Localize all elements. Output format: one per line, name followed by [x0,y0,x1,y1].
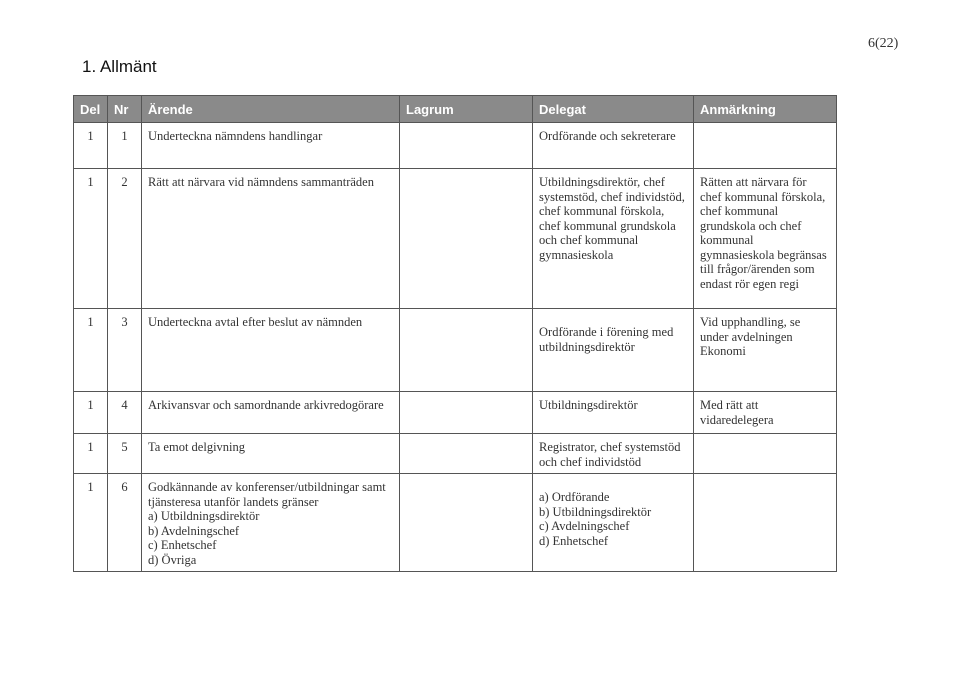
cell-arende: Ta emot delgivning [142,434,400,474]
arende-item-a: a) Utbildningsdirektör [148,509,260,523]
header-nr: Nr [108,96,142,123]
cell-anmarkning [694,123,837,169]
cell-delegat [533,474,694,572]
delegat-item-b: b) Utbildningsdirektör [539,504,652,519]
cell-lagrum [400,434,533,474]
delegat-item-c: c) Avdelningschef [539,519,630,533]
arende-item-c: c) Enhetschef [148,538,217,552]
cell-nr: 1 [108,123,142,169]
cell-anmarkning: Med rätt att vidaredelegera [694,392,837,434]
cell-delegat [533,309,694,392]
cell-del: 1 [74,474,108,572]
cell-anmarkning: Rätten att närvara för chef kommunal förskola, chef kommunal grundskola och chef kommunal gymnasieskola begränsas till frågor/ärenden som endast rör egen regi [694,169,837,309]
cell-del: 1 [74,309,108,392]
cell-lagrum [400,392,533,434]
table-row [74,123,837,169]
cell-lagrum [400,169,533,309]
header-lagrum: Lagrum [400,96,533,123]
cell-lagrum [400,474,533,572]
delegat-item-d: d) Enhetschef [539,533,609,548]
delegation-table [73,95,837,572]
table-row [74,474,837,572]
header-arende: Ärende [142,96,400,123]
delegat-item-a: a) Ordförande [539,490,610,504]
arende-item-b: b) Avdelningschef [148,523,240,538]
cell-anmarkning: Vid upphandling, se under avdelningen Ekonomi [694,309,837,392]
cell-arende [142,474,400,572]
cell-del: 1 [74,434,108,474]
delegat-list [539,480,687,548]
table-row [74,309,837,392]
header-delegat: Delegat [533,96,694,123]
cell-arende: Arkivansvar och samordnande arkivredogörare [142,392,400,434]
cell-nr: 3 [108,309,142,392]
cell-del: 1 [74,392,108,434]
cell-del: 1 [74,123,108,169]
cell-delegat: Utbildningsdirektör, chef systemstöd, chef individstöd, chef kommunal förskola, chef kommunal grundskola och chef kommunal gymnasieskola [533,169,694,309]
cell-nr: 4 [108,392,142,434]
table-row [74,392,837,434]
cell-del: 1 [74,169,108,309]
cell-arende: Underteckna avtal efter beslut av nämnden [142,309,400,392]
cell-nr: 2 [108,169,142,309]
cell-anmarkning [694,434,837,474]
cell-arende: Underteckna nämndens handlingar [142,123,400,169]
cell-lagrum [400,123,533,169]
section-title: 1. Allmänt [82,57,157,76]
delegat-text: Ordförande i förening med utbildningsdirektör [539,325,674,354]
cell-nr: 6 [108,474,142,572]
header-anmarkning: Anmärkning [694,96,837,123]
arende-text: Godkännande av konferenser/utbildningar samt tjänsteresa utanför landets gränser [148,480,386,509]
cell-anmarkning [694,474,837,572]
cell-delegat: Registrator, chef systemstöd och chef individstöd [533,434,694,474]
table-row [74,169,837,309]
cell-delegat: Utbildningsdirektör [533,392,694,434]
header-del: Del [74,96,108,123]
cell-arende: Rätt att närvara vid nämndens sammanträden [142,169,400,309]
cell-nr: 5 [108,434,142,474]
table-header-row [74,96,837,123]
cell-lagrum [400,309,533,392]
arende-item-d: d) Övriga [148,552,197,567]
table-row [74,434,837,474]
cell-delegat: Ordförande och sekreterare [533,123,694,169]
page-number: 6(22) [868,36,899,51]
